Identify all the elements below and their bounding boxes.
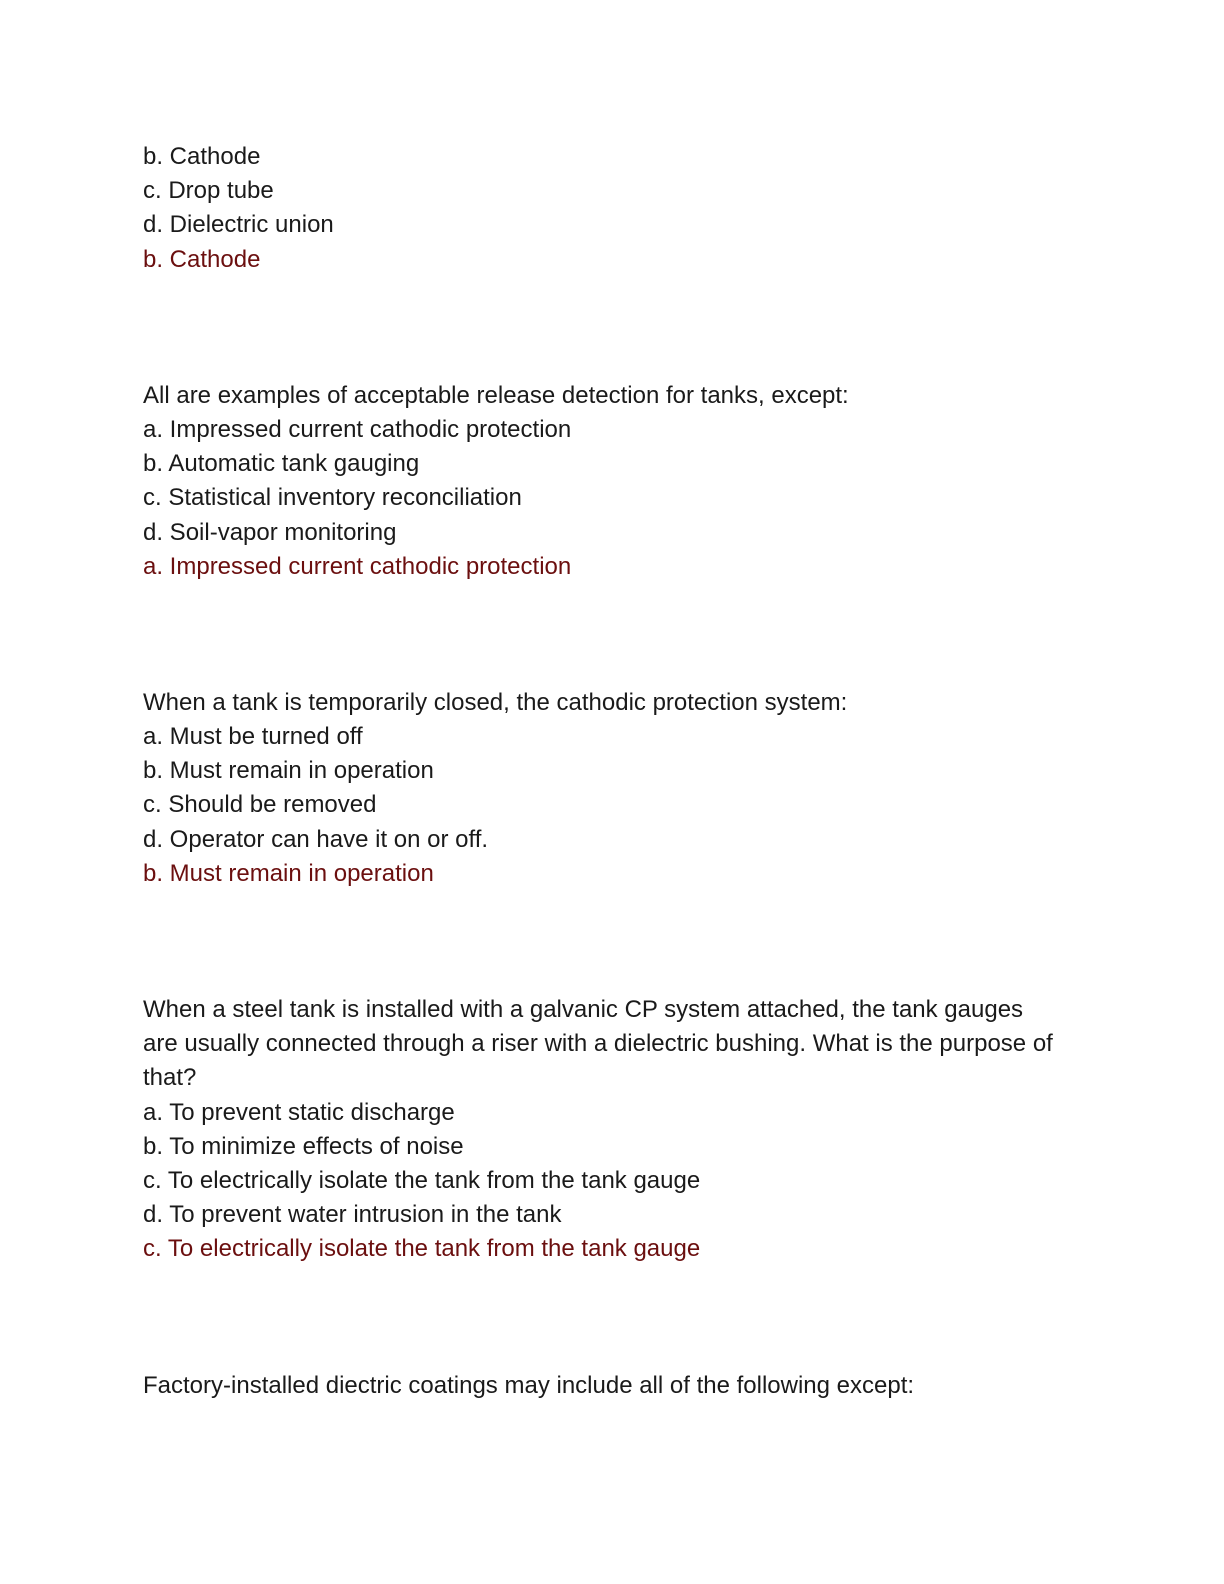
document-page <box>143 140 1063 1403</box>
option-d: d. To prevent water intrusion in the tank <box>143 1201 562 1229</box>
option-c: c. To electrically isolate the tank from the tank gauge <box>143 1166 701 1194</box>
question-stem: Factory-installed diectric coatings may include all of the following except: <box>143 1371 915 1399</box>
option-d: d. Operator can have it on or off. <box>143 825 489 853</box>
question-block-2 <box>143 686 1063 891</box>
option-d: d. Dielectric union <box>143 211 334 239</box>
answer-text: a. Impressed current cathodic protection <box>143 552 572 580</box>
question-block-4 <box>143 1369 1063 1403</box>
question-block-1 <box>143 379 1063 584</box>
spacer <box>143 891 1063 993</box>
option-a: a. To prevent static discharge <box>143 1098 455 1126</box>
option-c: c. Drop tube <box>143 177 274 205</box>
question-stem: All are examples of acceptable release detection for tanks, except: <box>143 381 849 409</box>
option-b: b. To minimize effects of noise <box>143 1132 464 1160</box>
spacer <box>143 1267 1063 1369</box>
answer-text: b. Must remain in operation <box>143 859 434 887</box>
spacer <box>143 584 1063 686</box>
option-a: a. Must be turned off <box>143 723 363 751</box>
option-a: a. Impressed current cathodic protection <box>143 415 572 443</box>
option-d: d. Soil-vapor monitoring <box>143 518 397 546</box>
spacer <box>143 277 1063 379</box>
question-stem: When a steel tank is installed with a galvanic CP system attached, the tank gauges are usually connected through a riser with a dielectric bushing. What is the purpose of that? <box>143 996 1053 1092</box>
answer-text: b. Cathode <box>143 245 261 273</box>
option-b: b. Cathode <box>143 143 261 170</box>
option-b: b. Must remain in operation <box>143 757 434 785</box>
answer-text: c. To electrically isolate the tank from the tank gauge <box>143 1235 701 1263</box>
question-stem: When a tank is temporarily closed, the cathodic protection system: <box>143 688 848 716</box>
option-c: c. Statistical inventory reconciliation <box>143 484 522 512</box>
option-c: c. Should be removed <box>143 791 377 819</box>
option-b: b. Automatic tank gauging <box>143 450 420 478</box>
question-block-0 <box>143 140 1063 277</box>
question-block-3 <box>143 993 1063 1267</box>
